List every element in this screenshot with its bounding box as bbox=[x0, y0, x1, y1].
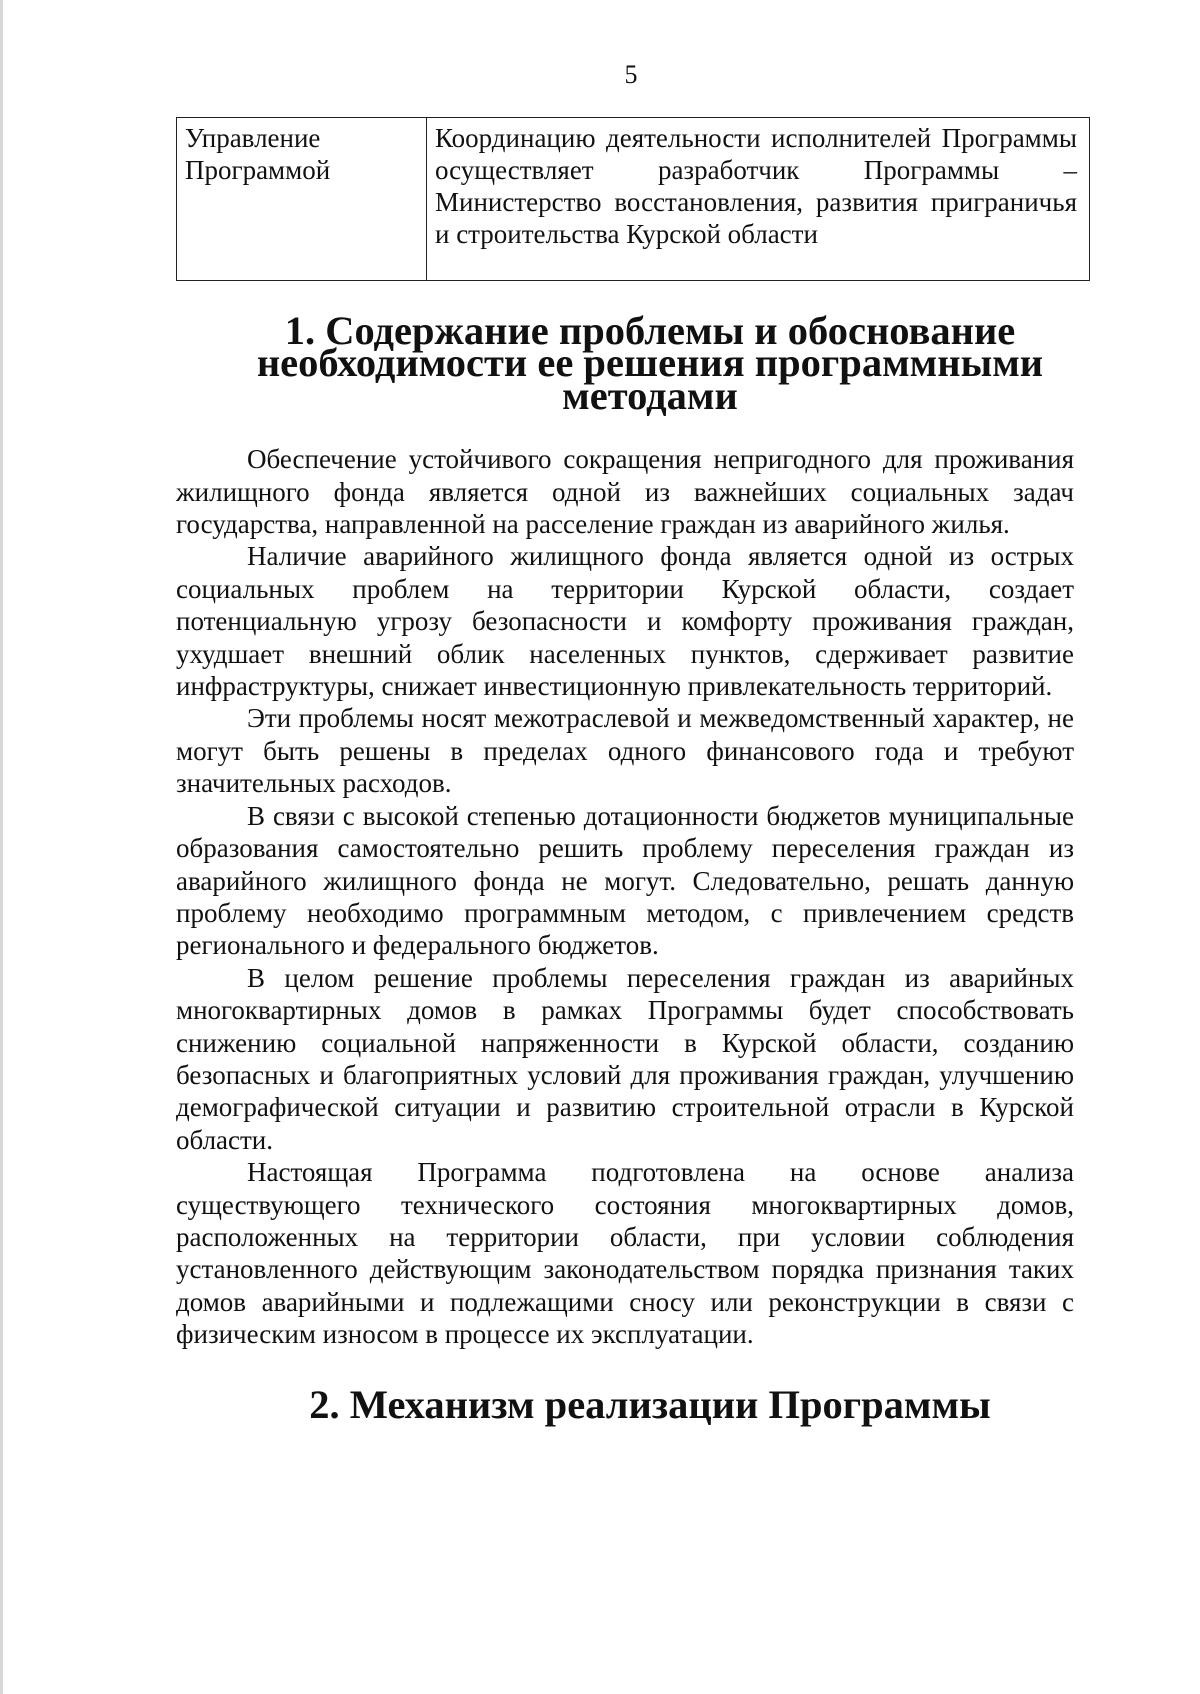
table-value-cell: Координацию деятельности исполнителей Программы осуществляет разработчик Программы – Министерство восстановления, развития приграничья и строительства Курской области bbox=[427, 118, 1090, 281]
document-body bbox=[176, 308, 1074, 1427]
scan-edge bbox=[0, 0, 3, 1694]
section-1-heading: 1. Содержание проблемы и обоснование необходимости ее решения программными методами bbox=[256, 308, 1044, 418]
section-1-paragraph-3: Эти проблемы носят межотраслевой и межведомственный характер, не могут быть решены в пределах одного финансового года и требуют значительных расходов. bbox=[176, 703, 1074, 799]
section-1-paragraph-6: Настоящая Программа подготовлена на основе анализа существующего технического состояния многоквартирных домов, расположенных на территории области, при условии соблюдения установленного действующим законодательством порядка признания таких домов аварийными и подлежащими сносу или реконструкции в связи с физическим износом в процессе их эксплуатации. bbox=[176, 1157, 1074, 1350]
section-1-paragraph-1: Обеспечение устойчивого сокращения непригодного для проживания жилищного фонда является одной из важнейших социальных задач государства, направленной на расселение граждан из аварийного жилья. bbox=[176, 444, 1074, 540]
table-row bbox=[177, 118, 1090, 281]
section-1-paragraph-4: В связи с высокой степенью дотационности бюджетов муниципальные образования самостоятельно решить проблему переселения граждан из аварийного жилищного фонда не могут. Следовательно, решать данную проблему необходимо программным методом, с привлечением средств регионального и федерального бюджетов. bbox=[176, 800, 1074, 961]
page-number: 5 bbox=[624, 60, 638, 89]
section-2-heading: 2. Механизм реализации Программы bbox=[309, 1381, 991, 1427]
section-1-paragraph-2: Наличие аварийного жилищного фонда является одной из острых социальных проблем на территории Курской области, создает потенциальную угрозу безопасности и комфорту проживания граждан, ухудшает внешний облик населенных пунктов, сдерживает развитие инфраструктуры, снижает инвестиционную привлекательность территорий. bbox=[176, 541, 1074, 702]
table-label-cell: Управление Программой bbox=[177, 118, 427, 281]
program-info-table bbox=[176, 117, 1090, 281]
section-1-paragraph-5: В целом решение проблемы переселения граждан из аварийных многоквартирных домов в рамках Программы будет способствовать снижению социальной напряженности в Курской области, созданию безопасных и благоприятных условий для проживания граждан, улучшению демографической ситуации и развитию строительной отрасли в Курской области. bbox=[176, 962, 1074, 1155]
